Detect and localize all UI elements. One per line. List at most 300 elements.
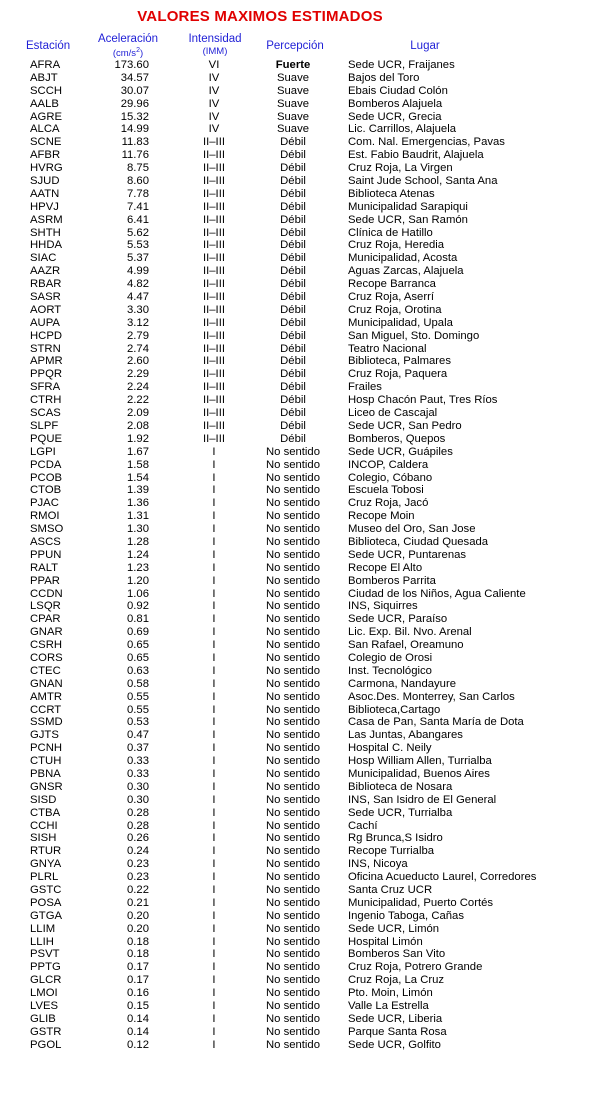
cell-percepcion: No sentido (265, 819, 320, 832)
cell-lugar: Municipalidad, Buenos Aires (348, 767, 490, 780)
cell-estacion: HCPD (30, 329, 63, 342)
cell-intensidad: I (212, 703, 216, 716)
cell-lugar: INS, Siquirres (348, 600, 418, 613)
cell-estacion: GTGA (30, 909, 63, 922)
cell-estacion: GNAR (30, 626, 63, 639)
cell-aceleracion: 1.06 (127, 587, 149, 600)
cell-estacion: CTBA (30, 806, 61, 819)
cell-lugar: Ciudad de los Niños, Agua Caliente (348, 587, 526, 600)
cell-percepcion: Suave (276, 97, 310, 110)
cell-intensidad: I (212, 574, 216, 587)
cell-aceleracion: 0.58 (127, 677, 149, 690)
cell-lugar: Hospital C. Neily (348, 742, 432, 755)
cell-lugar: Santa Cruz UCR (348, 884, 433, 896)
cell-aceleracion: 0.24 (127, 845, 149, 858)
cell-percepcion: No sentido (265, 690, 320, 703)
cell-intensidad: I (212, 1000, 216, 1013)
header-aceleracion (88, 33, 168, 60)
stations-table (0, 59, 590, 1052)
cell-lugar: Sede UCR, Grecia (348, 110, 442, 123)
table-row (0, 832, 590, 845)
cell-intensidad: II–III (203, 200, 225, 213)
cell-percepcion: No sentido (265, 987, 320, 1000)
cell-intensidad: I (212, 922, 216, 935)
cell-percepcion: No sentido (265, 896, 320, 909)
cell-aceleracion: 0.47 (127, 729, 149, 742)
cell-intensidad: I (212, 484, 216, 497)
cell-intensidad: I (212, 548, 216, 561)
cell-lugar: Sede UCR, Paraíso (348, 613, 448, 626)
table-row (0, 974, 590, 987)
cell-percepcion: No sentido (265, 1025, 320, 1038)
cell-estacion: CORS (30, 651, 63, 664)
cell-aceleracion: 1.39 (127, 484, 149, 497)
cell-intensidad: I (212, 458, 216, 471)
table-row (0, 987, 590, 1000)
cell-lugar: Cruz Roja, Paquera (348, 368, 448, 381)
cell-aceleracion: 0.55 (127, 690, 149, 703)
table-row (0, 111, 590, 124)
table-row (0, 330, 590, 343)
table-row (0, 1039, 590, 1052)
cell-intensidad: I (212, 845, 216, 858)
cell-estacion: LSQR (30, 600, 61, 613)
cell-aceleracion: 2.29 (127, 368, 149, 381)
cell-percepcion: Débil (280, 213, 306, 226)
cell-aceleracion: 2.22 (127, 394, 149, 407)
cell-estacion: AALB (30, 97, 59, 110)
cell-percepcion: No sentido (265, 806, 320, 819)
cell-intensidad: I (212, 497, 216, 510)
cell-lugar: Bomberos, Quepos (348, 432, 446, 445)
cell-intensidad: II–III (203, 432, 225, 445)
cell-estacion: RBAR (30, 278, 62, 291)
cell-percepcion: Débil (280, 239, 306, 252)
header-aceleracion-unit: $(cm/s^2)$ (112, 47, 144, 60)
cell-intensidad: I (212, 445, 216, 458)
cell-intensidad: I (212, 729, 216, 742)
table-row (0, 897, 590, 910)
cell-lugar: INS, San Isidro de El General (348, 793, 497, 806)
cell-aceleracion: 4.99 (127, 265, 149, 278)
cell-intensidad: II–III (203, 162, 225, 175)
cell-intensidad: II–III (203, 316, 225, 329)
cell-intensidad: I (212, 987, 216, 1000)
cell-percepcion: No sentido (265, 884, 320, 896)
table-row (0, 820, 590, 833)
cell-percepcion: Débil (280, 368, 306, 381)
cell-estacion: PPTG (30, 961, 61, 974)
cell-estacion: CCHI (30, 819, 58, 832)
cell-intensidad: I (212, 742, 216, 755)
cell-lugar: Recope El Alto (348, 561, 423, 574)
cell-percepcion: Fuerte (275, 59, 311, 71)
cell-percepcion: No sentido (265, 548, 320, 561)
table-row (0, 394, 590, 407)
cell-lugar: Asoc.Des. Monterrey, San Carlos (348, 690, 515, 703)
cell-percepcion: No sentido (265, 703, 320, 716)
cell-lugar: Cachí (348, 819, 378, 832)
cell-lugar: Rg Brunca,S Isidro (348, 832, 443, 845)
cell-lugar: Sede UCR, Limón (348, 922, 440, 935)
cell-intensidad: II–III (203, 329, 225, 342)
cell-lugar: Cruz Roja, La Cruz (348, 974, 445, 987)
cell-percepcion: Débil (280, 265, 306, 278)
header-estacion: Estación (26, 40, 71, 52)
cell-lugar: Bomberos Parrita (348, 574, 436, 587)
cell-intensidad: I (212, 664, 216, 677)
table-row (0, 252, 590, 265)
cell-estacion: SFRA (30, 381, 61, 394)
cell-percepcion: No sentido (265, 613, 320, 626)
cell-lugar: Sede UCR, Liberia (348, 1012, 443, 1025)
table-row (0, 304, 590, 317)
cell-lugar: Las Juntas, Abangares (348, 729, 463, 742)
table-row (0, 910, 590, 923)
cell-percepcion: Débil (280, 316, 306, 329)
cell-intensidad: II–III (203, 213, 225, 226)
cell-percepcion: No sentido (265, 587, 320, 600)
table-row (0, 433, 590, 446)
cell-intensidad: I (212, 755, 216, 768)
cell-percepcion: Débil (280, 226, 306, 239)
cell-intensidad: II–III (203, 407, 225, 420)
cell-estacion: PGOL (30, 1038, 62, 1051)
cell-lugar: Recope Turrialba (348, 845, 435, 858)
cell-estacion: AAZR (30, 265, 61, 278)
cell-lugar: Hosp Chacón Paut, Tres Ríos (348, 394, 498, 407)
cell-aceleracion: 6.41 (127, 213, 149, 226)
cell-aceleracion: 1.30 (127, 523, 149, 536)
cell-percepcion: Débil (280, 381, 306, 394)
cell-lugar: Municipalidad, Upala (348, 316, 453, 329)
cell-lugar: San Miguel, Sto. Domingo (348, 329, 480, 342)
cell-estacion: APMR (30, 355, 63, 368)
cell-percepcion: No sentido (265, 961, 320, 974)
table-row (0, 162, 590, 175)
cell-estacion: SISD (30, 793, 57, 806)
cell-estacion: CCDN (30, 587, 63, 600)
cell-lugar: Escuela Tobosi (348, 484, 424, 497)
cell-lugar: Recope Barranca (348, 278, 436, 291)
cell-aceleracion: 0.14 (127, 1025, 149, 1038)
cell-estacion: POSA (30, 896, 62, 909)
cell-aceleracion: 1.31 (127, 510, 149, 523)
cell-estacion: SIAC (30, 252, 57, 265)
table-row (0, 626, 590, 639)
cell-aceleracion: 0.53 (127, 716, 149, 729)
cell-aceleracion: 8.60 (127, 175, 149, 188)
table-row (0, 85, 590, 98)
cell-intensidad: I (212, 690, 216, 703)
cell-lugar: Cruz Roja, La Virgen (348, 162, 453, 175)
table-row (0, 278, 590, 291)
cell-percepcion: No sentido (265, 445, 320, 458)
table-row (0, 948, 590, 961)
cell-lugar: San Rafael, Oreamuno (348, 639, 464, 652)
cell-lugar: Saint Jude School, Santa Ana (348, 175, 498, 188)
cell-percepcion: No sentido (265, 497, 320, 510)
table-row (0, 923, 590, 936)
cell-percepcion: Débil (280, 419, 306, 432)
cell-percepcion: No sentido (265, 651, 320, 664)
cell-aceleracion: 0.12 (127, 1038, 149, 1051)
cell-estacion: CSRH (30, 639, 63, 652)
table-row (0, 691, 590, 704)
header-intensidad-label: Intensidad (188, 33, 242, 45)
cell-aceleracion: 2.09 (127, 407, 149, 420)
table-row (0, 484, 590, 497)
cell-aceleracion: 0.23 (127, 871, 149, 884)
cell-percepcion: No sentido (265, 935, 320, 948)
table-row (0, 1000, 590, 1013)
cell-lugar: Lic. Carrillos, Alajuela (348, 123, 456, 136)
header-intensidad (176, 33, 254, 58)
cell-estacion: SCAS (30, 407, 61, 420)
cell-estacion: PPAR (30, 574, 60, 587)
cell-estacion: AATN (30, 187, 60, 200)
cell-aceleracion: 0.17 (127, 961, 149, 974)
cell-intensidad: VI (208, 59, 220, 71)
cell-percepcion: Débil (280, 278, 306, 291)
cell-aceleracion: 0.30 (127, 780, 149, 793)
cell-percepcion: No sentido (265, 922, 320, 935)
cell-percepcion: Débil (280, 355, 306, 368)
cell-intensidad: I (212, 832, 216, 845)
cell-estacion: RTUR (30, 845, 62, 858)
table-row (0, 420, 590, 433)
cell-estacion: PQUE (30, 432, 63, 445)
cell-percepcion: Débil (280, 200, 306, 213)
cell-aceleracion: 1.23 (127, 561, 149, 574)
cell-lugar: Biblioteca de Nosara (348, 780, 453, 793)
table-row (0, 961, 590, 974)
cell-aceleracion: 1.20 (127, 574, 149, 587)
cell-percepcion: Suave (276, 123, 310, 136)
table-row (0, 227, 590, 240)
cell-lugar: Sede UCR, Puntarenas (348, 548, 467, 561)
cell-lugar: Ingenio Taboga, Cañas (348, 909, 464, 922)
table-row (0, 794, 590, 807)
table-row (0, 639, 590, 652)
cell-estacion: SCNE (30, 136, 62, 149)
cell-intensidad: I (212, 587, 216, 600)
cell-lugar: Sede UCR, San Pedro (348, 419, 462, 432)
cell-intensidad: IV (208, 97, 220, 110)
cell-estacion: HHDA (30, 239, 63, 252)
cell-intensidad: II–III (203, 239, 225, 252)
cell-percepcion: No sentido (265, 858, 320, 871)
cell-intensidad: I (212, 935, 216, 948)
cell-lugar: Cruz Roja, Potrero Grande (348, 961, 483, 974)
cell-lugar: Pto. Moin, Limón (348, 987, 433, 1000)
cell-percepcion: No sentido (265, 793, 320, 806)
cell-intensidad: I (212, 561, 216, 574)
table-row (0, 317, 590, 330)
cell-percepcion: No sentido (265, 871, 320, 884)
cell-intensidad: I (212, 677, 216, 690)
cell-estacion: GSTC (30, 884, 62, 896)
cell-estacion: RALT (30, 561, 59, 574)
cell-percepcion: Débil (280, 407, 306, 420)
cell-lugar: Lic. Exp. Bil. Nvo. Arenal (348, 626, 472, 639)
cell-lugar: Ebais Ciudad Colón (348, 84, 448, 97)
table-row (0, 600, 590, 613)
cell-estacion: PJAC (30, 497, 59, 510)
cell-estacion: CPAR (30, 613, 61, 626)
page-title: VALORES MAXIMOS ESTIMADOS (137, 8, 383, 25)
table-row (0, 716, 590, 729)
cell-percepcion: No sentido (265, 574, 320, 587)
cell-estacion: PBNA (30, 767, 61, 780)
cell-estacion: GNYA (30, 858, 62, 871)
header-lugar: Lugar (410, 40, 440, 52)
table-row (0, 59, 590, 72)
cell-lugar: Colegio de Orosi (348, 651, 433, 664)
header-percepcion: Percepción (266, 40, 324, 52)
cell-percepcion: No sentido (265, 716, 320, 729)
cell-aceleracion: 3.12 (127, 316, 149, 329)
cell-estacion: SMSO (30, 523, 64, 536)
cell-aceleracion: 0.65 (127, 651, 149, 664)
cell-aceleracion: 5.37 (127, 252, 149, 265)
cell-percepcion: No sentido (265, 523, 320, 536)
cell-percepcion: Débil (280, 432, 306, 445)
table-row (0, 704, 590, 717)
cell-percepcion: No sentido (265, 639, 320, 652)
cell-aceleracion: 0.22 (127, 884, 149, 896)
cell-percepcion: Débil (280, 187, 306, 200)
cell-lugar: Biblioteca, Palmares (348, 355, 451, 368)
cell-lugar: Sede UCR, Fraijanes (348, 59, 455, 71)
cell-percepcion: Débil (280, 136, 306, 149)
cell-lugar: Sede UCR, Golfito (348, 1038, 441, 1051)
cell-intensidad: II–III (203, 149, 225, 162)
cell-intensidad: I (212, 1012, 216, 1025)
cell-estacion: PCDA (30, 458, 62, 471)
cell-percepcion: Débil (280, 175, 306, 188)
cell-lugar: Sede UCR, San Ramón (348, 213, 468, 226)
table-row (0, 588, 590, 601)
cell-estacion: AUPA (30, 316, 60, 329)
cell-lugar: Recope Moin (348, 510, 415, 523)
cell-intensidad: I (212, 974, 216, 987)
cell-estacion: SHTH (30, 226, 61, 239)
cell-aceleracion: 0.28 (127, 806, 149, 819)
cell-intensidad: I (212, 858, 216, 871)
cell-intensidad: II–III (203, 303, 225, 316)
cell-aceleracion: 11.76 (121, 149, 149, 162)
cell-lugar: Cruz Roja, Aserrí (348, 291, 435, 304)
table-row (0, 123, 590, 136)
cell-intensidad: I (212, 871, 216, 884)
table-row (0, 523, 590, 536)
table-row (0, 239, 590, 252)
cell-lugar: Sede UCR, Turrialba (348, 806, 453, 819)
table-row (0, 536, 590, 549)
cell-percepcion: No sentido (265, 510, 320, 523)
cell-intensidad: I (212, 651, 216, 664)
cell-percepcion: No sentido (265, 471, 320, 484)
table-row (0, 214, 590, 227)
cell-intensidad: II–III (203, 381, 225, 394)
cell-lugar: Parque Santa Rosa (348, 1025, 447, 1038)
cell-estacion: SCCH (30, 84, 63, 97)
cell-estacion: SJUD (30, 175, 60, 188)
cell-percepcion: No sentido (265, 1012, 320, 1025)
cell-aceleracion: 0.14 (127, 1012, 149, 1025)
cell-lugar: Hosp William Allen, Turrialba (348, 755, 492, 768)
cell-intensidad: I (212, 819, 216, 832)
cell-estacion: HVRG (30, 162, 63, 175)
cell-percepcion: No sentido (265, 484, 320, 497)
cell-intensidad: I (212, 767, 216, 780)
cell-estacion: AGRE (30, 110, 63, 123)
cell-percepcion: No sentido (265, 1038, 320, 1051)
cell-lugar: Bomberos Alajuela (348, 97, 443, 110)
table-row (0, 884, 590, 897)
cell-aceleracion: 3.30 (127, 303, 149, 316)
cell-intensidad: I (212, 600, 216, 613)
cell-lugar: Carmona, Nandayure (348, 677, 457, 690)
cell-estacion: PCOB (30, 471, 63, 484)
cell-percepcion: No sentido (265, 458, 320, 471)
cell-percepcion: No sentido (265, 664, 320, 677)
table-row (0, 729, 590, 742)
cell-percepcion: No sentido (265, 780, 320, 793)
cell-estacion: GJTS (30, 729, 59, 742)
cell-aceleracion: 173.60 (114, 59, 149, 71)
cell-percepcion: No sentido (265, 626, 320, 639)
cell-aceleracion: 0.20 (127, 909, 149, 922)
cell-aceleracion: 14.99 (120, 123, 149, 136)
cell-aceleracion: 1.54 (127, 471, 149, 484)
cell-aceleracion: 0.65 (127, 639, 149, 652)
cell-intensidad: I (212, 716, 216, 729)
cell-aceleracion: 2.74 (127, 342, 149, 355)
cell-estacion: GNAN (30, 677, 63, 690)
cell-percepcion: Suave (276, 84, 310, 97)
cell-aceleracion: 7.78 (127, 187, 149, 200)
cell-aceleracion: 0.15 (127, 1000, 149, 1013)
cell-lugar: INCOP, Caldera (348, 458, 429, 471)
cell-intensidad: I (212, 535, 216, 548)
cell-aceleracion: 1.58 (127, 458, 149, 471)
cell-intensidad: I (212, 1038, 216, 1051)
cell-estacion: ALCA (30, 123, 60, 136)
table-row (0, 768, 590, 781)
cell-aceleracion: 34.57 (120, 71, 149, 84)
table-row (0, 265, 590, 278)
table-row (0, 742, 590, 755)
cell-lugar: Municipalidad, Puerto Cortés (348, 896, 494, 909)
cell-estacion: LGPI (30, 445, 56, 458)
cell-intensidad: I (212, 793, 216, 806)
cell-estacion: CTOB (30, 484, 62, 497)
table-row (0, 871, 590, 884)
table-row (0, 98, 590, 111)
cell-estacion: PLRL (30, 871, 59, 884)
cell-aceleracion: 5.53 (127, 239, 149, 252)
cell-aceleracion: 0.18 (127, 935, 149, 948)
table-row (0, 149, 590, 162)
cell-percepcion: No sentido (265, 845, 320, 858)
cell-lugar: Biblioteca Atenas (348, 187, 435, 200)
cell-estacion: LLIM (30, 922, 56, 935)
cell-lugar: Bajos del Toro (348, 71, 420, 84)
cell-estacion: GLCR (30, 974, 62, 987)
cell-lugar: INS, Nicoya (348, 858, 408, 871)
